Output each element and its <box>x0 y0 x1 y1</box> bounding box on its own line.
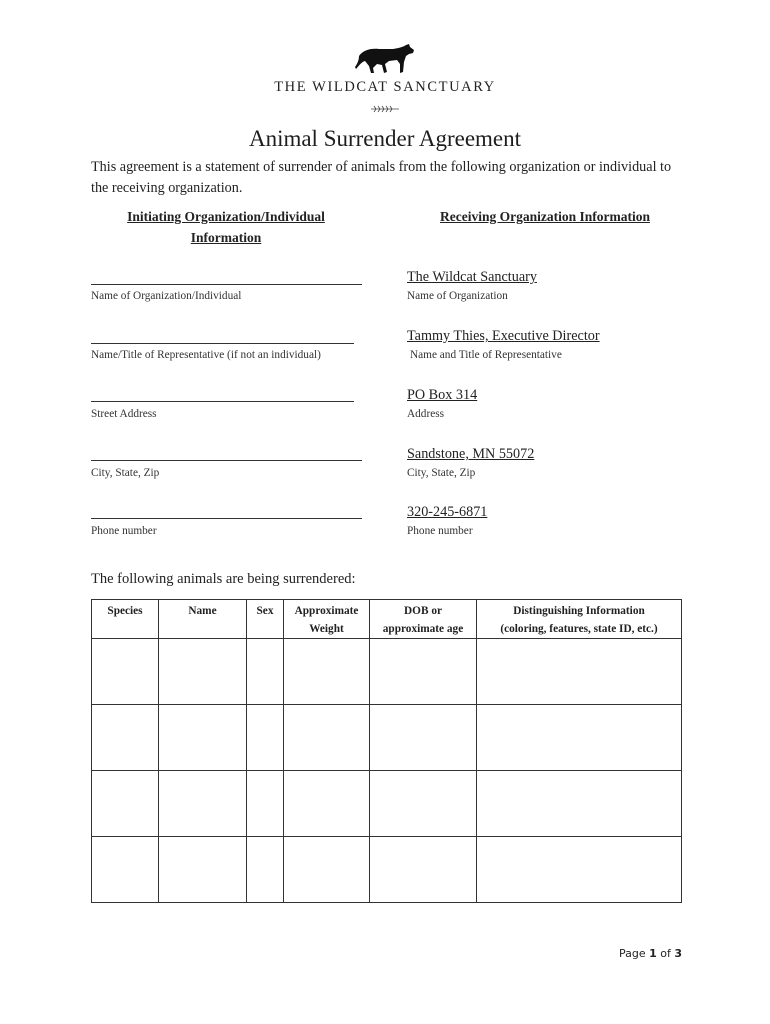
intro-text: This agreement is a statement of surrender of animals from the following organization or individual to the receiving organization. <box>91 159 672 196</box>
initiating-address-input-line[interactable] <box>91 401 354 402</box>
table-cell[interactable] <box>477 771 682 837</box>
initiating-heading <box>91 206 361 248</box>
animals-table <box>91 599 682 903</box>
page-total: 3 <box>674 947 683 960</box>
table-cell[interactable] <box>247 837 284 903</box>
initiating-phone-input-line[interactable] <box>91 518 362 519</box>
page-of: of <box>660 947 671 960</box>
table-cell[interactable] <box>370 639 477 705</box>
table-cell[interactable] <box>92 837 159 903</box>
initiating-phone-label: Phone number <box>91 525 157 537</box>
table-cell[interactable] <box>477 639 682 705</box>
table-cell[interactable] <box>92 771 159 837</box>
column-header-species: Species <box>92 600 159 639</box>
receiving-heading: Receiving Organization Information <box>440 209 650 224</box>
receiving-representative-value: Tammy Thies, Executive Director <box>407 328 600 344</box>
table-cell[interactable] <box>159 771 247 837</box>
table-cell[interactable] <box>370 705 477 771</box>
table-cell[interactable] <box>247 705 284 771</box>
initiating-heading-line2: Information <box>190 230 262 245</box>
table-cell[interactable] <box>247 639 284 705</box>
initiating-city-input-line[interactable] <box>91 460 362 461</box>
receiving-city-value: Sandstone, MN 55072 <box>407 446 535 462</box>
table-cell[interactable] <box>370 771 477 837</box>
table-cell[interactable] <box>159 639 247 705</box>
page-current: 1 <box>649 947 657 960</box>
table-cell[interactable] <box>159 705 247 771</box>
table-cell[interactable] <box>247 771 284 837</box>
table-cell[interactable] <box>477 837 682 903</box>
table-row <box>92 705 682 771</box>
receiving-city-label: City, State, Zip <box>407 467 476 479</box>
column-header-weight: Approximate Weight <box>284 600 370 639</box>
animals-heading: The following animals are being surrendered: <box>91 571 356 587</box>
table-cell[interactable] <box>284 837 370 903</box>
receiving-address-label: Address <box>407 408 445 420</box>
table-cell[interactable] <box>284 771 370 837</box>
table-row <box>92 771 682 837</box>
column-header-name: Name <box>159 600 247 639</box>
initiating-representative-input-line[interactable] <box>91 343 354 344</box>
initiating-name-label: Name of Organization/Individual <box>91 290 242 302</box>
table-cell[interactable] <box>92 639 159 705</box>
document-title: Animal Surrender Agreement <box>248 126 522 151</box>
column-header-distinguishing-info: Distinguishing Information (coloring, features, state ID, etc.) <box>477 600 682 639</box>
initiating-representative-label: Name/Title of Representative (if not an individual) <box>91 349 321 361</box>
initiating-name-input-line[interactable] <box>91 284 362 285</box>
table-cell[interactable] <box>284 705 370 771</box>
receiving-representative-label: Name and Title of Representative <box>410 349 562 361</box>
logo <box>0 42 770 76</box>
page-number <box>619 947 682 960</box>
table-cell[interactable] <box>159 837 247 903</box>
table-cell[interactable] <box>92 705 159 771</box>
cougar-silhouette-icon <box>353 42 417 76</box>
receiving-name-value: The Wildcat Sanctuary <box>407 269 537 285</box>
table-row <box>92 837 682 903</box>
table-row <box>92 639 682 705</box>
brand-name: THE WILDCAT SANCTUARY <box>274 79 496 95</box>
column-header-sex: Sex <box>247 600 284 639</box>
receiving-address-value: PO Box 314 <box>407 387 478 403</box>
initiating-city-label: City, State, Zip <box>91 467 160 479</box>
column-header-dob: DOB or approximate age <box>370 600 477 639</box>
table-header-row <box>92 600 682 639</box>
page-word: Page <box>619 947 646 960</box>
initiating-heading-line1: Initiating Organization/Individual <box>127 209 325 224</box>
table-cell[interactable] <box>477 705 682 771</box>
initiating-address-label: Street Address <box>91 408 157 420</box>
table-cell[interactable] <box>370 837 477 903</box>
leaf-sprig-icon <box>370 100 400 118</box>
table-cell[interactable] <box>284 639 370 705</box>
receiving-phone-label: Phone number <box>407 525 473 537</box>
receiving-name-label: Name of Organization <box>407 290 508 302</box>
receiving-phone-value: 320-245-6871 <box>407 504 488 520</box>
